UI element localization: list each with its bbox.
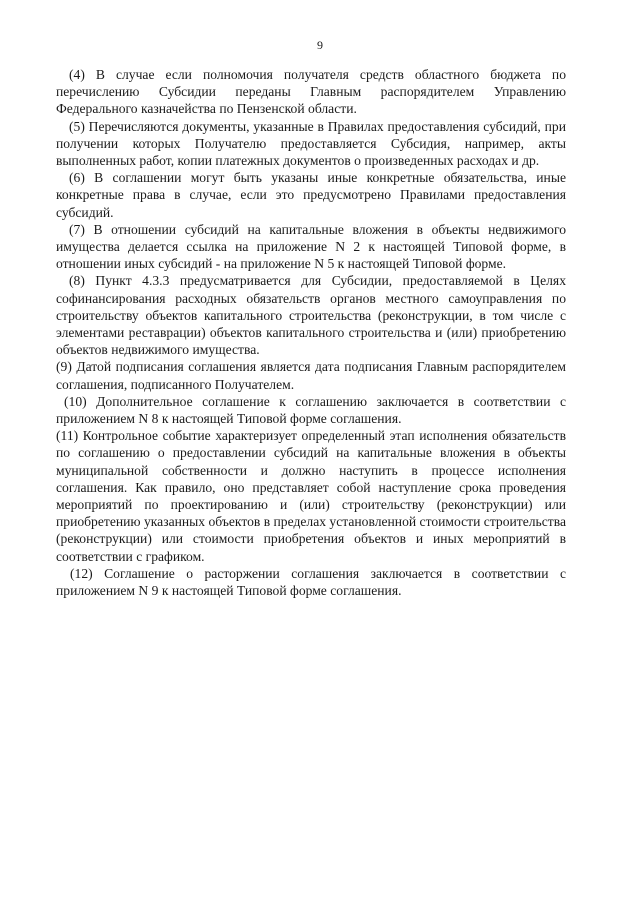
footnote-8: (8) Пункт 4.3.3 предусматривается для Субсидии, предоставляемой в Целях софинансирования расходных обязательств органов местного самоуправления по строительству объектов капитального строительства (реконструкции, в том числе с элементами реставрации) объектов капитального строительства и (или) приобретению объектов недвижимого имущества. [56,273,566,358]
footnote-7: (7) В отношении субсидий на капитальные вложения в объекты недвижимого имущества делается ссылка на приложение N 2 к настоящей Типовой форме, в отношении иных субсидий - на приложение N 5 к настоящей Типовой форме. [56,221,566,272]
footnote-11: (11) Контрольное событие характеризует определенный этап исполнения обязательств по соглашению о предоставлении субсидий на капитальные вложения в объекты муниципальной собственности и должно наступить в процессе исполнения соглашения. Как правило, оно представляет собой наступление срока проведения мероприятий по проектированию и (или) строительству (реконструкции) или приобретению указанных объектов в пределах установленной стоимости строительства (реконструкции) или стоимости приобретения объектов и иных мероприятий в соответствии с графиком. [56,428,567,564]
footnote-5: (5) Перечисляются документы, указанные в Правилах предоставления субсидий, при получении которых Получателю предоставляется Субсидия, например, акты выполненных работ, копии платежных документов о произведенных расходах и др. [56,118,566,169]
footnote-6: (6) В соглашении могут быть указаны иные конкретные обязательства, иные конкретные права в случае, если это предусмотрено Правилами предоставления субсидий. [56,170,566,220]
footnote-12: (12) Соглашение о расторжении соглашения заключается в соответствии с приложением N 9 к настоящей Типовой форме соглашения. [56,565,566,599]
footnote-9: (9) Датой подписания соглашения является дата подписания Главным распорядителем соглашения, подписанного Получателем. [56,359,566,392]
document-body [56,66,566,599]
page-number: 9 [317,38,323,52]
footnote-10: (10) Дополнительное соглашение к соглашению заключается в соответствии с приложением N 8 к настоящей Типовой форме соглашения. [56,393,566,427]
footnote-4: (4) В случае если полномочия получателя средств областного бюджета по перечислению Субсидии переданы Главным распорядителем Управлению Федерального казначейства по Пензенской области. [56,67,566,117]
